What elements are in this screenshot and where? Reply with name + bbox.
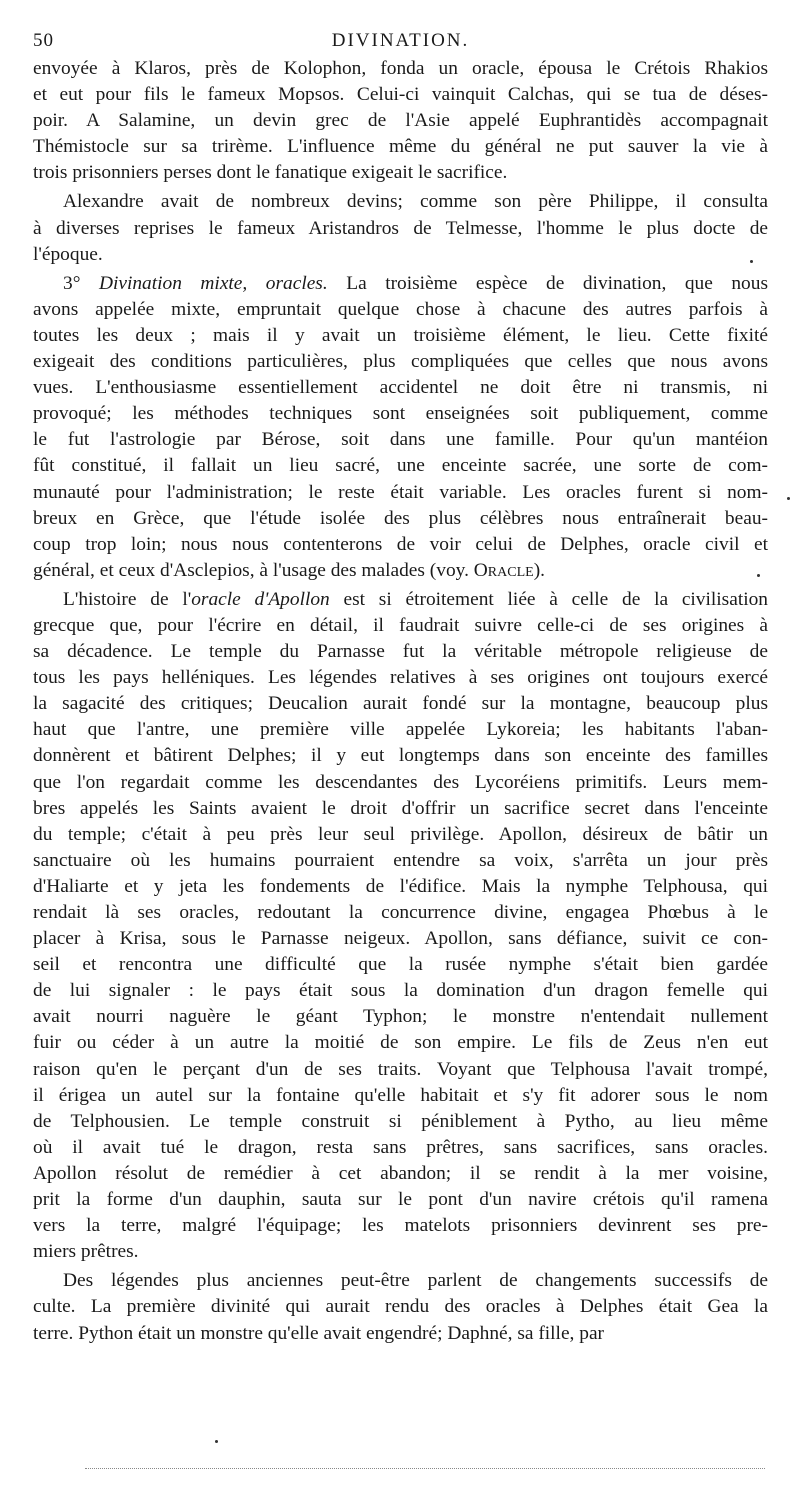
text-line: la sagacité des critiques; Deucalion aurait fondé sur la montagne, beaucoup plus [33,693,768,715]
text-line: grecque que, pour l'écrire en détail, il faudrait suivre celle-ci de ses origines à [33,614,768,636]
text-line: il érigea un autel sur la fontaine qu'elle habitait et s'y fit adorer sous le nom [33,1084,768,1106]
text-line: général, et ceux d'Asclepios, à l'usage des malades (voy. Oracle). [33,559,546,581]
text-line: fût constitué, il fallait un lieu sacré, une enceinte sacrée, une sorte de com- [33,455,768,477]
text-line: le fut l'astrologie par Bérose, soit dans une famille. Pour qu'un mantéion [33,429,768,451]
text-line: toutes les deux ; mais il y avait un troisième élément, le lieu. Cette fixité [33,324,768,346]
margin-mark [750,260,753,263]
text-line: de Telphousien. Le temple construit si péniblement à Pytho, au lieu même [33,1110,768,1132]
text-line: coup trop loin; nous nous contenterons de voir celui de Delphes, oracle civil et [33,533,768,555]
text-line: vers la terre, malgré l'équipage; les matelots prisonniers devinrent ses pre- [33,1215,768,1237]
page [33,30,768,1347]
text-line: culte. La première divinité qui aurait rendu des oracles à Delphes était Gea la [33,1296,768,1318]
emphasis: Divination mixte, oracles. [98,272,328,294]
cross-reference: Oracle [473,559,534,581]
text-line: rendait là ses oracles, redoutant la concurrence divine, engagea Phœbus à le [33,902,768,923]
text-line: exigeait des conditions particulières, plus compliquées que celles que nous avons [33,351,768,373]
text-line: prit la forme d'un dauphin, sauta sur le pont d'un navire crétois qu'il ramena [33,1189,768,1211]
text-line: tous les pays helléniques. Les légendes relatives à ses origines ont toujours exercé [33,667,768,689]
text-line: d'Haliarte et y jeta les fondements de l'édifice. Mais la nymphe Telphousa, qui [33,875,768,897]
text-line: sa décadence. Le temple du Parnasse fut la véritable métropole religieuse de [33,641,768,663]
text-line: Apollon résolut de remédier à cet abandon; il se rendit à la mer voisine, [33,1162,768,1184]
emphasis: oracle d'Apollon [191,588,330,610]
text-line: breux en Grèce, que l'étude isolée des plus célèbres nous entraînerait beau- [33,507,768,529]
text-line: l'époque. [33,243,103,265]
text-line: munauté pour l'administration; le reste était variable. Les oracles furent si nom- [33,481,768,503]
text-line: 3° Divination mixte, oracles. La troisième espèce de divination, que nous [63,272,768,294]
margin-mark [215,1440,218,1443]
running-title: DIVINATION. [331,30,470,51]
text-line: où il avait tué le dragon, resta sans prêtres, sans sacrifices, sans oracles. [33,1136,768,1158]
text-line: à diverses reprises le fameux Aristandros de Telmesse, l'homme le plus docte de [33,217,768,239]
text-line: haut que l'antre, une première ville appelée Lykoreia; les habitants l'aban- [33,719,768,741]
text-line: bres appelés les Saints avaient le droit d'offrir un sacrifice secret dans l'enceinte [33,797,768,819]
text-line: miers prêtres. [33,1241,139,1263]
text-line: avait nourri naguère le géant Typhon; le monstre n'entendait nullement [33,1006,768,1028]
text-line: Alexandre avait de nombreux devins; comme son père Philippe, il consulta [63,191,768,213]
text-line: que l'on regardait comme les descendantes des Lycoréiens primitifs. Leurs mem- [33,771,768,793]
text-line: vues. L'enthousiasme essentiellement accidentel ne doit être ni transmis, ni [33,377,768,399]
text-line: du temple; c'était à peu près leur seul privilège. Apollon, désireux de bâtir un [33,823,768,845]
text-line: envoyée à Klaros, près de Kolophon, fonda un oracle, épousa le Crétois Rhakios [33,58,768,79]
margin-mark [757,574,760,577]
text-line: de lui signaler : le pays était sous la domination d'un dragon femelle qui [33,980,768,1002]
text-line: terre. Python était un monstre qu'elle avait engendré; Daphné, sa fille, par [33,1322,605,1344]
running-header [33,30,768,56]
text-line: raison qu'en le perçant d'un de ses traits. Voyant que Telphousa l'avait trompé, [33,1058,768,1080]
text-line: fuir ou céder à un autre la moitié de son empire. Le fils de Zeus n'en eut [33,1032,768,1054]
text-line: provoqué; les méthodes techniques sont enseignées soit publiquement, comme [33,403,768,425]
text-line: trois prisonniers perses dont le fanatique exigeait le sacrifice. [33,162,508,184]
text-line: sanctuaire où les humains pourraient entendre sa voix, s'arrêta un jour près [33,849,768,871]
text-line: seil et rencontra une difficulté que la rusée nymphe s'était bien gardée [33,954,768,976]
body-text [33,56,768,1347]
footer-rule [85,1468,765,1469]
text-line: avons appelée mixte, empruntait quelque chose à chacune des autres parfois à [33,298,768,320]
page-number: 50 [33,30,54,51]
text-line: Thémistocle sur sa trirème. L'influence même du général ne put sauver la vie à [33,136,768,158]
text-line: donnèrent et bâtirent Delphes; il y eut longtemps dans son enceinte des familles [33,745,768,767]
text-line: placer à Krisa, sous le Parnasse neigeux. Apollon, sans défiance, suivit ce con- [33,928,768,950]
text-line: Des légendes plus anciennes peut-être parlent de changements successifs de [63,1270,768,1292]
text-line: et eut pour fils le fameux Mopsos. Celui-ci vainquit Calchas, qui se tua de déses- [33,84,768,106]
text-line: poir. A Salamine, un devin grec de l'Asie appelé Euphrantidès accompagnait [33,110,768,132]
text-line: L'histoire de l'oracle d'Apollon est si étroitement liée à celle de la civilisation [63,588,768,610]
margin-mark [787,497,790,500]
